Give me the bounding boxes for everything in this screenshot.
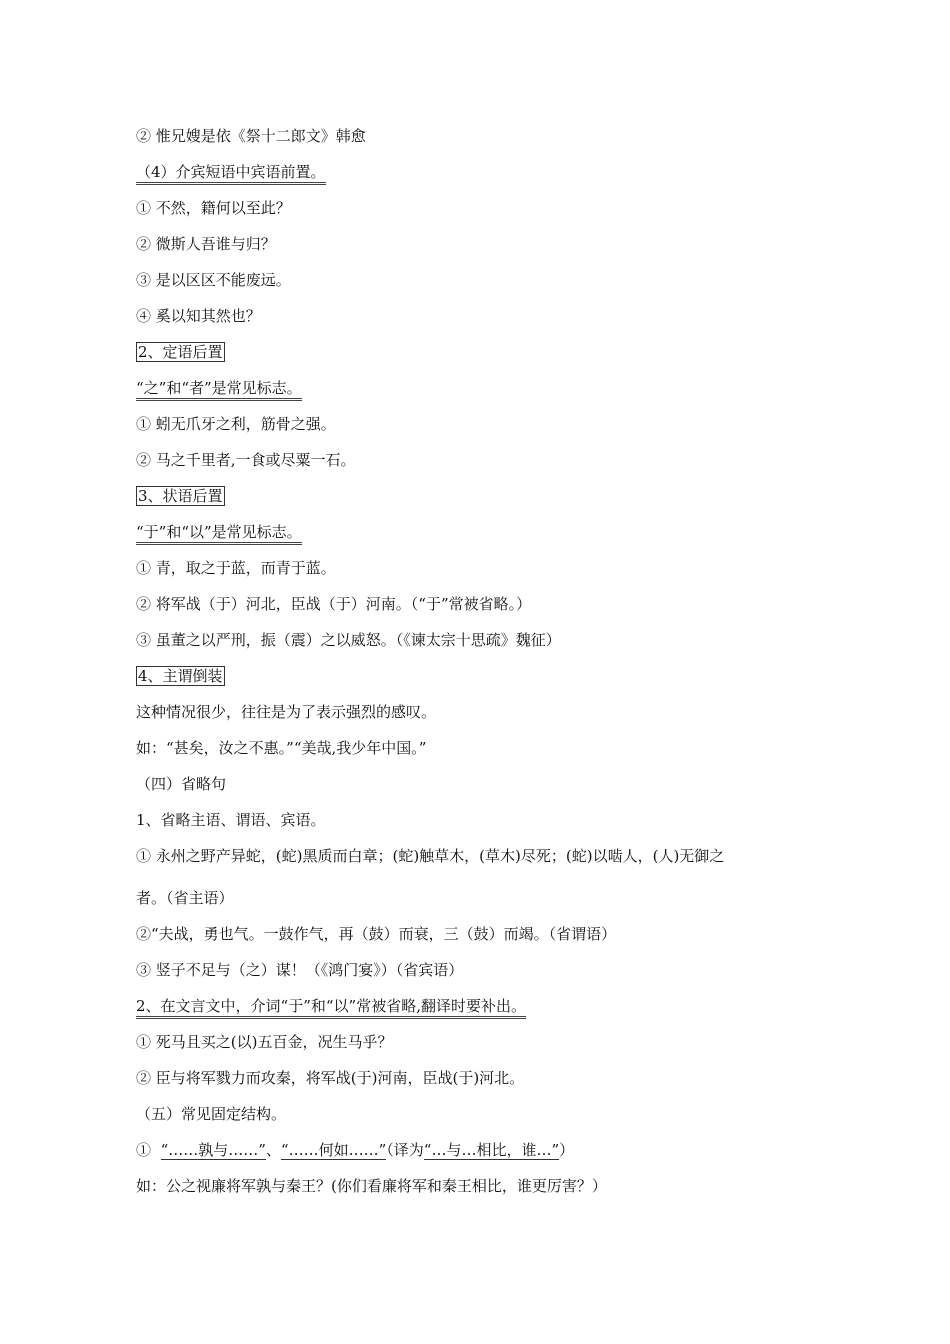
heading-text: 4、主谓倒装 <box>138 667 223 685</box>
section-heading: （四）省略句 <box>136 775 227 793</box>
section-heading <box>136 486 225 506</box>
example-line: ③ 是以区区不能废远。 <box>136 271 291 289</box>
example-line: ① 青，取之于蓝，而青于蓝。 <box>136 559 336 577</box>
separator: 、 <box>265 1141 281 1159</box>
marker-note <box>136 522 302 542</box>
subsection-heading: 1、省略主语、谓语、宾语。 <box>136 811 326 829</box>
example-line: ② 马之千里者,一食或尽粟一石。 <box>136 451 356 469</box>
structure-pattern: “……孰与……” <box>160 1141 266 1159</box>
example-line: ④ 奚以知其然也？ <box>136 307 261 325</box>
note-text: “之”和“者”是常见标志。 <box>136 379 302 401</box>
section-heading <box>136 162 326 182</box>
example-line: ① 不然，籍何以至此？ <box>136 199 291 217</box>
example-line: ③ 竖子不足与（之）谋！（《鸿门宴》）（省宾语） <box>136 961 464 979</box>
translation-suffix: ） <box>559 1141 575 1159</box>
section-heading <box>136 666 225 686</box>
text-line: 这种情况很少，往往是为了表示强烈的感叹。 <box>136 703 437 721</box>
example-line: ① 死马且买之(以)五百金，况生马乎？ <box>136 1033 393 1051</box>
heading-text: （4）介宾短语中宾语前置。 <box>136 163 326 185</box>
note-text: “于”和“以”是常见标志。 <box>136 523 302 545</box>
structure-pattern: “……何如……” <box>280 1141 387 1159</box>
heading-text: 2、定语后置 <box>138 343 223 361</box>
subsection-heading <box>136 996 526 1016</box>
example-line: 者。（省主语） <box>136 889 234 907</box>
section-heading <box>136 342 225 362</box>
heading-text: 2、在文言文中，介词“于”和“以”常被省略,翻译时要补出。 <box>136 997 526 1019</box>
example-line: ②“夫战，勇也气。一鼓作气，再（鼓）而衰，三（鼓）而竭。（省谓语） <box>136 925 617 943</box>
example-line: ② 臣与将军戮力而攻秦，将军战(于)河南，臣战(于)河北。 <box>136 1069 525 1087</box>
translation-pattern: “…与…相比，谁…” <box>423 1141 560 1159</box>
example-line: ① 蚓无爪牙之利，筋骨之强。 <box>136 415 336 433</box>
fixed-structure-line <box>136 1140 574 1160</box>
section-heading: （五）常见固定结构。 <box>136 1105 287 1123</box>
item-number: ① <box>136 1141 152 1159</box>
example-line: 如：公之视廉将军孰与秦王？(你们看廉将军和秦王相比，谁更厉害？） <box>136 1177 607 1195</box>
example-line: ① 永州之野产异蛇，(蛇)黑质而白章；(蛇)触草木，(草木)尽死；(蛇)以啮人，(人)无御之 <box>136 847 725 865</box>
translation-prefix: （译为 <box>386 1141 424 1159</box>
example-line: ② 将军战（于）河北，臣战（于）河南。（“于”常被省略。） <box>136 595 532 613</box>
heading-text: 3、状语后置 <box>138 487 223 505</box>
text-line: 如：“甚矣，汝之不惠。”“美哉,我少年中国。” <box>136 739 427 757</box>
marker-note <box>136 378 302 398</box>
example-line: ② 微斯人吾谁与归？ <box>136 235 276 253</box>
text-line: ② 惟兄嫂是依《祭十二郎文》韩愈 <box>136 127 366 145</box>
example-line: ③ 虽董之以严刑，振（震）之以威怒。（《谏太宗十思疏》魏征） <box>136 631 561 649</box>
